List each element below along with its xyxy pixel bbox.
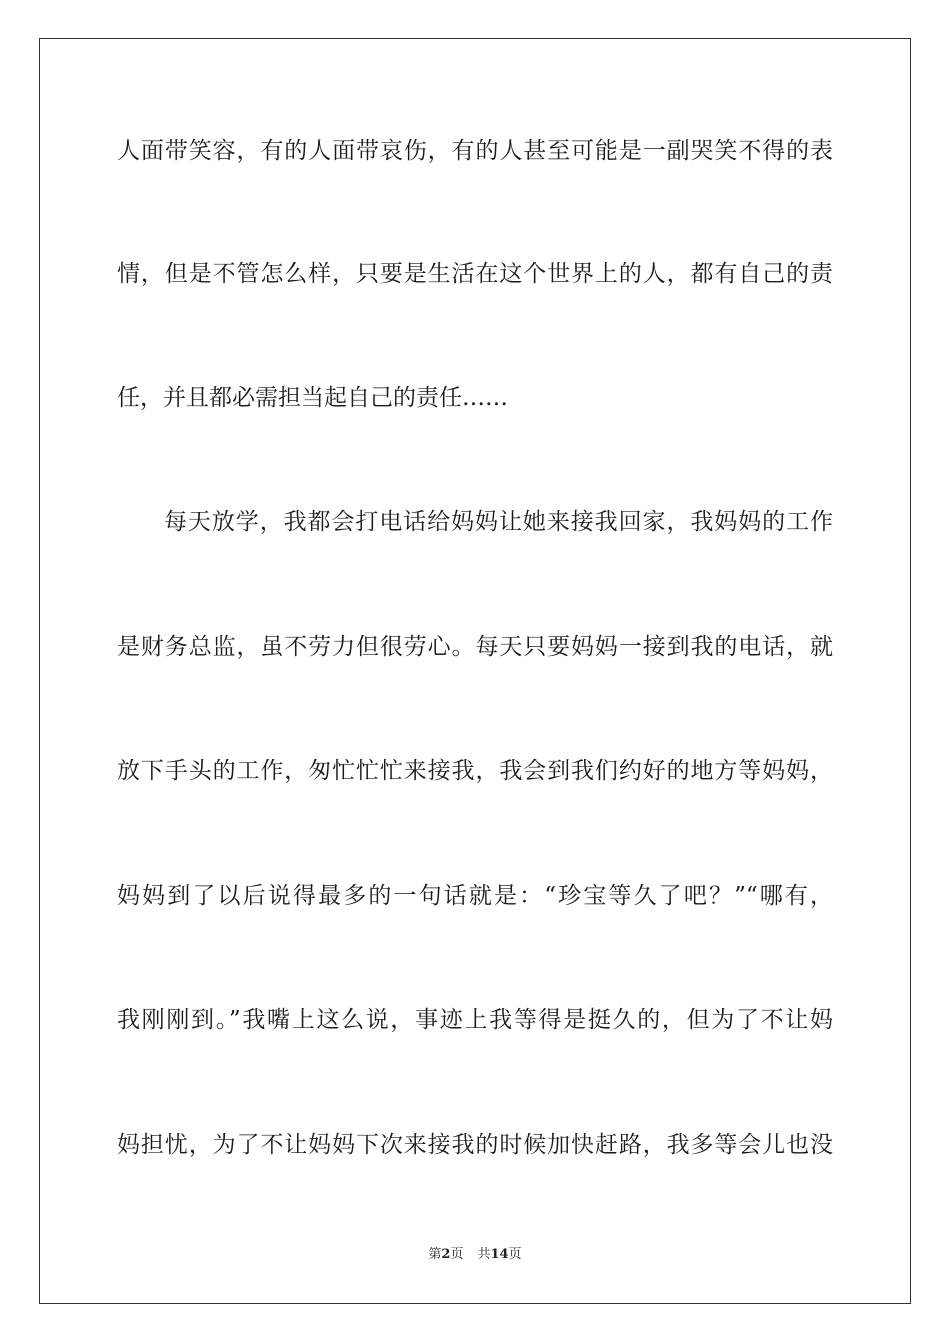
page-prefix: 第: [428, 1247, 442, 1262]
total-pages: 14: [490, 1247, 509, 1262]
text-line-1: 人面带笑容，有的人面带哀伤，有的人甚至可能是一副哭笑不得的表: [117, 138, 833, 164]
page-footer: [0, 1246, 950, 1264]
text-line-4: 每天放学，我都会打电话给妈妈让她来接我回家，我妈妈的工作: [164, 509, 833, 535]
text-line-9: 妈担忧，为了不让妈妈下次来接我的时候加快赶路，我多等会儿也没: [117, 1132, 833, 1158]
text-line-5: 是财务总监，虽不劳力但很劳心。每天只要妈妈一接到我的电话，就: [117, 634, 833, 660]
text-line-2: 情，但是不管怎么样，只要是生活在这个世界上的人，都有自己的责: [117, 261, 833, 287]
page-suffix: 页: [450, 1247, 464, 1262]
text-line-8: 我刚刚到。”我嘴上这么说，事迹上我等得是挺久的，但为了不让妈: [117, 1007, 833, 1033]
total-prefix: 共: [477, 1247, 491, 1262]
text-line-3: 任，并且都必需担当起自己的责任……: [117, 385, 508, 411]
total-suffix: 页: [508, 1247, 522, 1262]
text-line-7: 妈妈到了以后说得最多的一句话就是：“珍宝等久了吧？”“哪有，: [117, 883, 833, 909]
text-line-6: 放下手头的工作，匆忙忙忙来接我，我会到我们约好的地方等妈妈，: [117, 758, 833, 784]
page-number: 2: [441, 1247, 451, 1262]
page-frame: [39, 38, 911, 1304]
page-number-label: [428, 1246, 463, 1264]
total-pages-label: [477, 1246, 521, 1264]
